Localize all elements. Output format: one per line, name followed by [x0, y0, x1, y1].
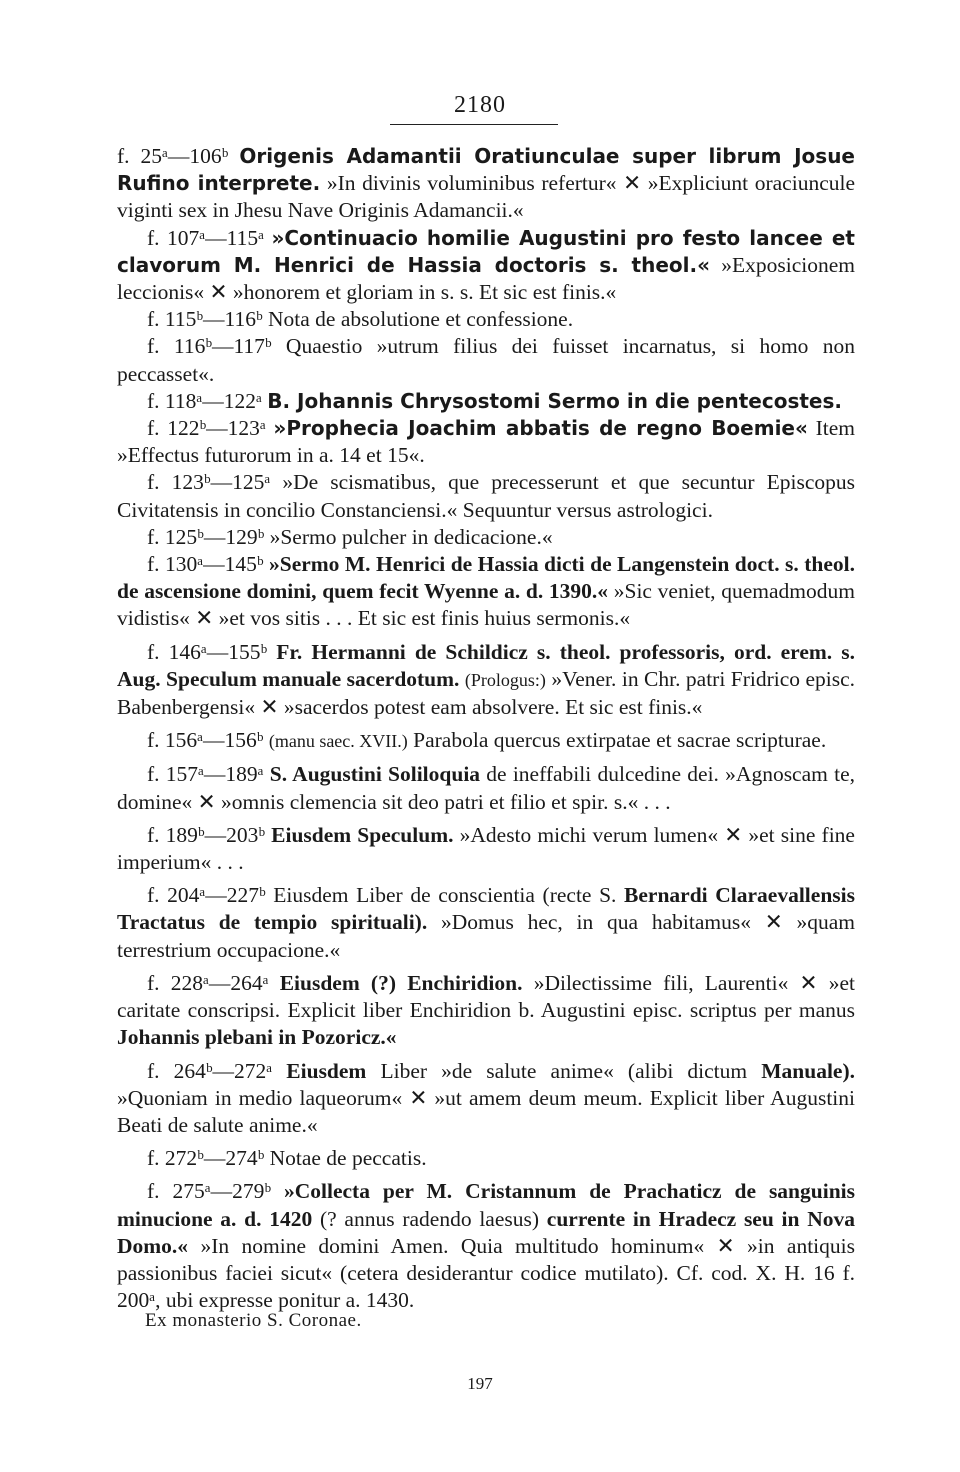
- catalog-entry: [117, 306, 855, 333]
- entry-title-text: Johannis plebani in Pozoricz.«: [117, 1025, 397, 1050]
- catalog-entry: [117, 524, 855, 551]
- entry-text: f. 130ᵃ—145ᵇ: [147, 552, 269, 577]
- entry-text: »Domus hec, in qua habitamus« ✕ »quam terrestrium occupacione.«: [117, 910, 855, 962]
- entry-text: f. 116ᵇ—117ᵇ Quaestio »utrum filius dei fuisset incarnatus, si homo non peccasset«.: [117, 334, 855, 386]
- entry-text: »Sic veniet, quemadmodum vidistis« ✕ »et vos sitis . . . Et sic est finis huius sermonis.«: [117, 579, 855, 631]
- entry-text: »Vener. in Chr. patri Fridrico episc. Babenbergensi« ✕ »sacerdos potest eam absolvere. Et sic est finis.«: [117, 666, 855, 720]
- entry-title-text: »Continuacio homilie Augustini pro festo lancee et clavorum M. Henrici de Hassia doctoris s. theol.«: [117, 225, 855, 277]
- entry-title-text: Eiusdem (?) Enchiridion.: [279, 970, 523, 995]
- catalog-entry: [117, 727, 855, 755]
- entry-text: f. 275ᵃ—279ᵇ: [147, 1179, 284, 1204]
- entry-text: f. 228ᵃ—264ᵃ: [147, 970, 280, 995]
- entry-text: f. 189ᵇ—203ᵇ: [147, 822, 272, 847]
- entry-text: f. 107ᵃ—115ᵃ: [147, 225, 272, 250]
- page-header-number: 2180: [454, 92, 506, 118]
- entry-title-text: Eiusdem Speculum.: [271, 822, 454, 847]
- entry-text: f. 115ᵇ—116ᵇ Nota de absolutione et confessione.: [147, 307, 574, 332]
- catalog-entry: [117, 639, 855, 722]
- entry-text: »Quoniam in medio laqueorum« ✕ »ut amem deum meum. Explicit liber Augustini Beati de salute anime.«: [117, 1085, 855, 1137]
- entry-text: »Exposicionem leccionis« ✕ »honorem et gloriam in s. s. Et sic est finis.«: [117, 252, 855, 305]
- catalog-entry: [117, 970, 855, 1052]
- entry-text: f. 122ᵇ—123ᵃ: [147, 416, 274, 441]
- catalog-entry: [117, 469, 855, 523]
- provenance-note: Ex monasterio S. Coronae.: [145, 1310, 362, 1331]
- catalog-entries: [117, 143, 855, 1314]
- catalog-entry: [117, 882, 855, 964]
- catalog-entry: [117, 1145, 855, 1172]
- entry-title-text: B. Johannis Chrysostomi Sermo in die pentecostes.: [267, 388, 842, 413]
- catalog-entry: [117, 388, 855, 415]
- catalog-entry: [117, 415, 855, 469]
- catalog-entry: [117, 761, 855, 815]
- entry-text: f. 123ᵇ—125ᵃ »De scismatibus, que precesserunt et que secuntur Episcopus Civitatensis in concilio Constanciensi.« Sequuntur versus astrologici.: [117, 470, 855, 522]
- header-rule: [390, 124, 558, 125]
- catalog-entry: [117, 1178, 855, 1314]
- catalog-entry: [117, 822, 855, 876]
- entry-text: f. 204ᵃ—227ᵇ Eiusdem Liber de conscientia (recte S.: [147, 883, 625, 908]
- entry-text: f. 118ᵃ—122ᵃ: [147, 388, 268, 413]
- entry-text: »In nomine domini Amen. Quia multitudo hominum« ✕ »in antiquis passionibus faciei sicut« (cetera desiderantur codice mutilato). Cf. cod. X. H. 16 f. 200ᵃ, ubi expresse ponitur a. 1430.: [117, 1233, 855, 1313]
- entry-text: f. 264ᵇ—272ᵃ: [147, 1058, 287, 1083]
- entry-title-text: Bernardi Claraevallensis Tractatus de tempio spirituali).: [117, 883, 855, 935]
- entry-text: de ineffabili dulcedine dei. »Agnoscam te, domine« ✕ »omnis clemencia sit deo patri et filio et spir. s.« . . .: [117, 762, 855, 814]
- catalog-entry: [117, 143, 855, 225]
- entry-title-text: Fr. Hermanni de Schildicz s. theol. professoris, ord. erem. s. Aug. Speculum manuale sacerdotum.: [117, 639, 855, 691]
- entry-note-text: (manu saec. XVII.): [268, 731, 408, 752]
- entry-text: Liber »de salute anime« (alibi dictum: [366, 1058, 762, 1083]
- entry-text: Parabola quercus extirpatae et sacrae scripturae.: [407, 728, 827, 753]
- entry-text: »Dilectissime fili, Laurenti« ✕ »et caritate conscripsi. Explicit liber Enchiridion b. Augustini episc. scriptus per manus: [117, 970, 856, 1023]
- entry-text: f. 157ᵃ—189ᵃ: [147, 762, 270, 787]
- catalog-entry: [117, 333, 855, 387]
- entry-title-text: currente in Hradecz seu in Nova Domo.«: [117, 1206, 855, 1258]
- entry-text: f. 125ᵇ—129ᵇ »Sermo pulcher in dedicacione.«: [147, 524, 553, 549]
- catalog-entry: [117, 551, 855, 633]
- entry-title-text: »Prophecia Joachim abbatis de regno Boemie«: [273, 416, 808, 441]
- entry-text: f. 272ᵇ—274ᵇ Notae de peccatis.: [147, 1146, 427, 1171]
- entry-title-text: Origenis Adamantii Oratiunculae super librum Josue Rufino interprete.: [117, 144, 856, 196]
- catalog-entry: [117, 225, 855, 307]
- entry-note-text: (Prologus:): [464, 669, 546, 690]
- entry-title-text: »Collecta per M. Cristannum de Prachaticz de sanguinis minucione a. d. 1420: [117, 1179, 855, 1231]
- entry-text: »Adesto michi verum lumen« ✕ »et sine fine imperium« . . .: [117, 822, 855, 875]
- entry-title-text: Eiusdem: [286, 1058, 367, 1083]
- entry-text: (? annus radendo laesus): [312, 1206, 547, 1231]
- entry-title-text: S. Augustini Soliloquia: [269, 762, 481, 787]
- entry-text: f. 156ᵃ—156ᵇ: [147, 728, 269, 753]
- entry-title-text: »Sermo M. Henrici de Hassia dicti de Langenstein doct. s. theol. de ascensione domini, quem fecit Wyenne a. d. 1390.«: [117, 552, 855, 604]
- entry-text: f. 25ᵃ—106ᵇ: [117, 144, 240, 168]
- entry-text: »In divinis voluminibus refertur« ✕ »Expliciunt oraciuncule viginti sex in Jhesu Nave Originis Adamancii.«: [117, 171, 855, 223]
- catalog-entry: [117, 1058, 855, 1140]
- entry-text: Item »Effectus futurorum in a. 14 et 15«.: [117, 416, 855, 468]
- page-footer-number: 197: [467, 1374, 493, 1393]
- entry-title-text: Manuale).: [761, 1058, 855, 1083]
- entry-text: f. 146ᵃ—155ᵇ: [147, 639, 277, 664]
